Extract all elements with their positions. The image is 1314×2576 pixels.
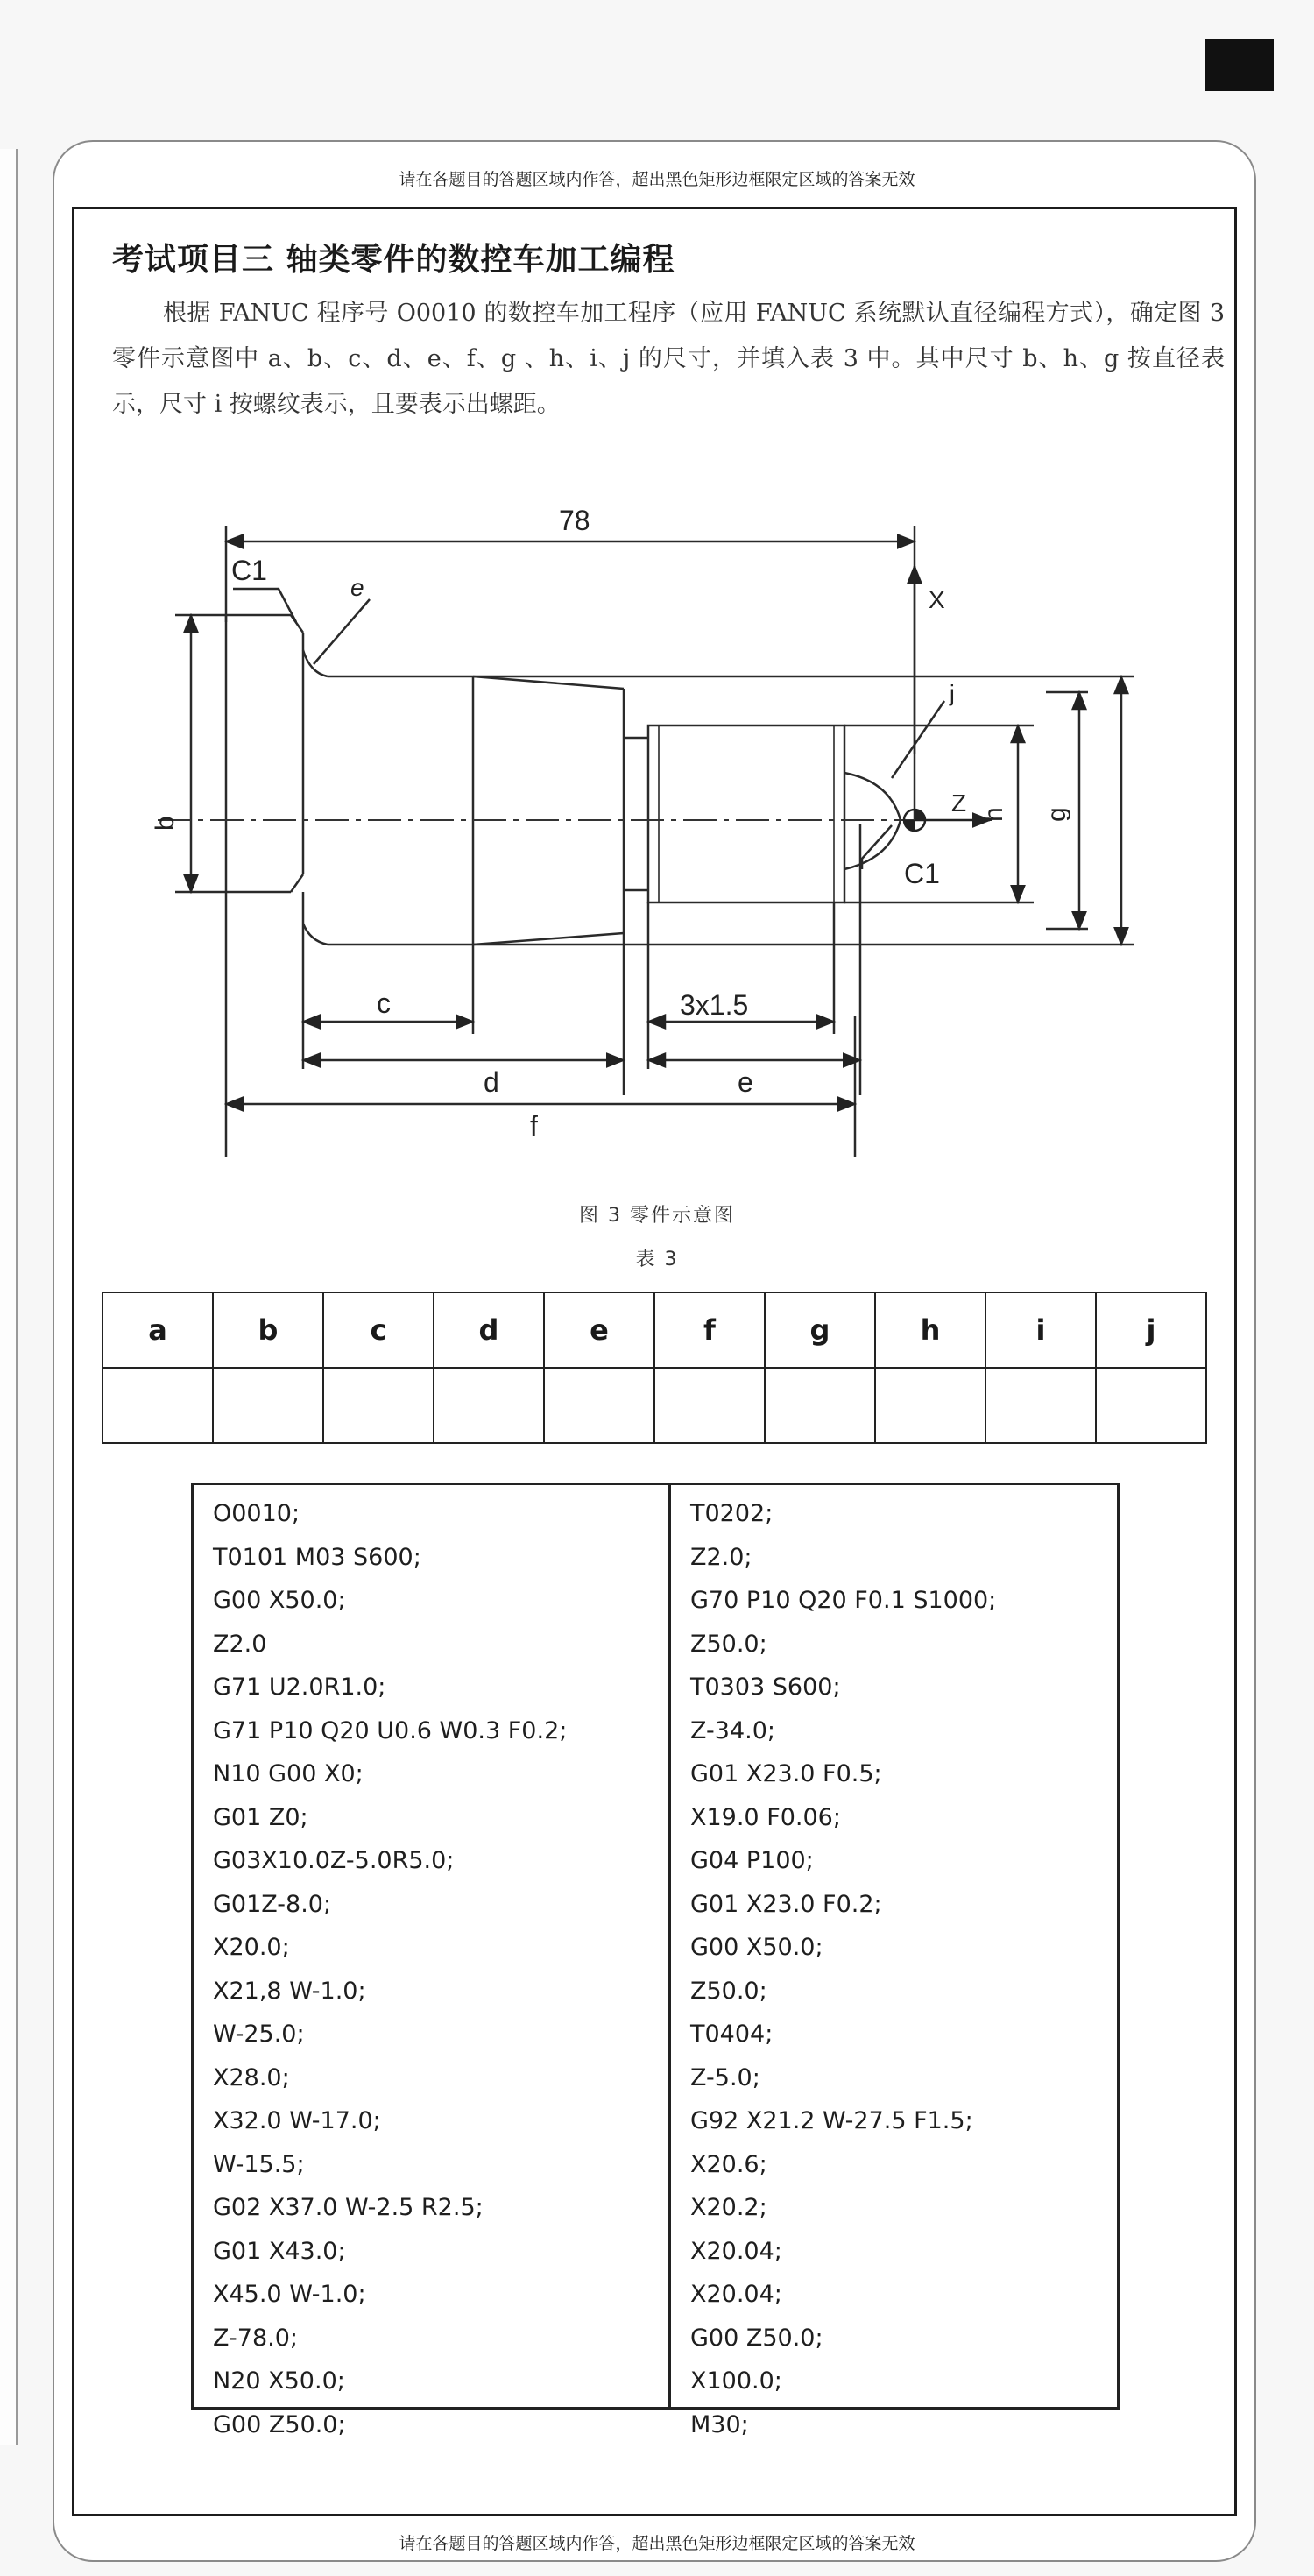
- program-line: G00 X50.0;: [213, 1587, 346, 1614]
- program-line: G04 P100;: [690, 1847, 814, 1874]
- answer-cell-j[interactable]: [1096, 1368, 1206, 1443]
- dim-h-label: h: [979, 807, 1008, 822]
- instruction-paragraph: 根据 FANUC 程序号 O0010 的数控车加工程序（应用 FANUC 系统默认直径编程方式），确定图 3 零件示意图中 a、b、c、d、e、f、g 、h、i、j 的尺寸，并填入表 3 中。其中尺寸 b、h、g 按直径表示，尺寸 i 按螺纹表示，且要表示出螺距。: [112, 300, 1225, 418]
- dim-g-label: g: [1042, 807, 1071, 822]
- program-line: X20.04;: [690, 2237, 782, 2265]
- program-line: X21,8 W-1.0;: [213, 1977, 366, 2005]
- dim-78-label: 78: [559, 505, 590, 536]
- program-line: X20.6;: [690, 2150, 767, 2178]
- program-line: G92 X21.2 W-27.5 F1.5;: [690, 2107, 973, 2134]
- program-line: G71 U2.0R1.0;: [213, 1674, 386, 1701]
- program-line: T0202;: [690, 1500, 774, 1527]
- chamfer-c1-top-label: C1: [231, 555, 267, 586]
- dim-d-label: d: [484, 1066, 499, 1098]
- thread-spec-label: 3x1.5: [680, 989, 749, 1021]
- answer-cell-f[interactable]: [654, 1368, 765, 1443]
- program-line: T0101 M03 S600;: [213, 1543, 421, 1571]
- program-line: G00 Z50.0;: [690, 2324, 823, 2352]
- program-line: X20.04;: [690, 2281, 782, 2308]
- program-line: T0303 S600;: [690, 1674, 841, 1701]
- program-line: W-15.5;: [213, 2150, 305, 2178]
- corner-registration-mark: [1205, 39, 1274, 91]
- program-line: Z50.0;: [690, 1630, 767, 1658]
- program-line: G01 Z0;: [213, 1803, 308, 1831]
- answer-cell-a[interactable]: [102, 1368, 213, 1443]
- table-header-row: [102, 1292, 1206, 1368]
- answer-cell-e[interactable]: [544, 1368, 654, 1443]
- chamfer-c1-right-label: C1: [904, 858, 940, 889]
- header-cell: a: [102, 1292, 213, 1368]
- adjacent-page-edge: [0, 149, 18, 2445]
- header-cell: i: [986, 1292, 1096, 1368]
- program-line: G00 Z50.0;: [213, 2410, 346, 2438]
- header-cell: h: [875, 1292, 986, 1368]
- program-line: G70 P10 Q20 F0.1 S1000;: [690, 1587, 997, 1614]
- program-line: G02 X37.0 W-2.5 R2.5;: [213, 2194, 484, 2221]
- table-caption: 表 3: [635, 1249, 679, 1270]
- header-cell: j: [1096, 1292, 1206, 1368]
- answer-cell-d[interactable]: [434, 1368, 544, 1443]
- program-line: G01 X43.0;: [213, 2237, 346, 2265]
- answer-row: [102, 1368, 1206, 1443]
- program-line: G01Z-8.0;: [213, 1890, 332, 1918]
- program-line: Z2.0;: [690, 1543, 752, 1571]
- program-line: X32.0 W-17.0;: [213, 2107, 381, 2134]
- program-line: M30;: [690, 2410, 749, 2438]
- dimension-answer-table: [102, 1292, 1207, 1444]
- program-line: Z2.0: [213, 1630, 267, 1658]
- answer-cell-g[interactable]: [765, 1368, 875, 1443]
- header-cell: c: [323, 1292, 434, 1368]
- program-line: X20.0;: [213, 1934, 290, 1961]
- program-line: X19.0 F0.06;: [690, 1803, 841, 1831]
- program-line: X20.2;: [690, 2194, 767, 2221]
- program-line: Z-34.0;: [690, 1716, 775, 1744]
- program-line: N20 X50.0;: [213, 2367, 345, 2395]
- program-line: X45.0 W-1.0;: [213, 2281, 366, 2308]
- program-line: Z-5.0;: [690, 2063, 760, 2091]
- header-cell: f: [654, 1292, 765, 1368]
- program-line: Z-78.0;: [213, 2324, 298, 2352]
- z-axis-label: Z: [951, 789, 967, 817]
- answer-cell-h[interactable]: [875, 1368, 986, 1443]
- dim-c-label: c: [377, 987, 391, 1019]
- figure-caption: 图 3 零件示意图: [579, 1205, 735, 1227]
- angle-e-label: e: [350, 574, 364, 601]
- dim-e-label: e: [738, 1066, 753, 1098]
- section-heading: 考试项目三 轴类零件的数控车加工编程: [112, 242, 675, 278]
- top-notice: 请在各题目的答题区域内作答，超出黑色矩形边框限定区域的答案无效: [399, 170, 915, 189]
- program-line: G00 X50.0;: [690, 1934, 823, 1961]
- part-drawing: [88, 491, 1209, 1183]
- program-line: G01 X23.0 F0.2;: [690, 1890, 882, 1918]
- header-cell: b: [213, 1292, 323, 1368]
- answer-cell-b[interactable]: [213, 1368, 323, 1443]
- program-line: X100.0;: [690, 2367, 782, 2395]
- header-cell: d: [434, 1292, 544, 1368]
- program-line: G01 X23.0 F0.5;: [690, 1760, 882, 1787]
- header-cell: g: [765, 1292, 875, 1368]
- program-column-left: [194, 1485, 671, 2438]
- header-cell: e: [544, 1292, 654, 1368]
- program-line: X28.0;: [213, 2063, 290, 2091]
- answer-cell-c[interactable]: [323, 1368, 434, 1443]
- dim-f-label: f: [530, 1110, 538, 1142]
- program-line: Z50.0;: [690, 1977, 767, 2005]
- program-column-right: [671, 1485, 1117, 2438]
- program-line: N10 G00 X0;: [213, 1760, 364, 1787]
- answer-cell-i[interactable]: [986, 1368, 1096, 1443]
- dim-b-label: b: [151, 816, 180, 831]
- program-line: T0404;: [690, 2020, 774, 2048]
- x-axis-label: X: [929, 586, 945, 613]
- bottom-notice: 请在各题目的答题区域内作答，超出黑色矩形边框限定区域的答案无效: [399, 2534, 915, 2553]
- program-line: W-25.0;: [213, 2020, 305, 2048]
- program-line: G03X10.0Z-5.0R5.0;: [213, 1847, 455, 1874]
- program-line: O0010;: [213, 1500, 300, 1527]
- nc-program-listing: [191, 1483, 1120, 2438]
- program-line: G71 P10 Q20 U0.6 W0.3 F0.2;: [213, 1716, 568, 1744]
- radius-j-label: j: [950, 680, 955, 706]
